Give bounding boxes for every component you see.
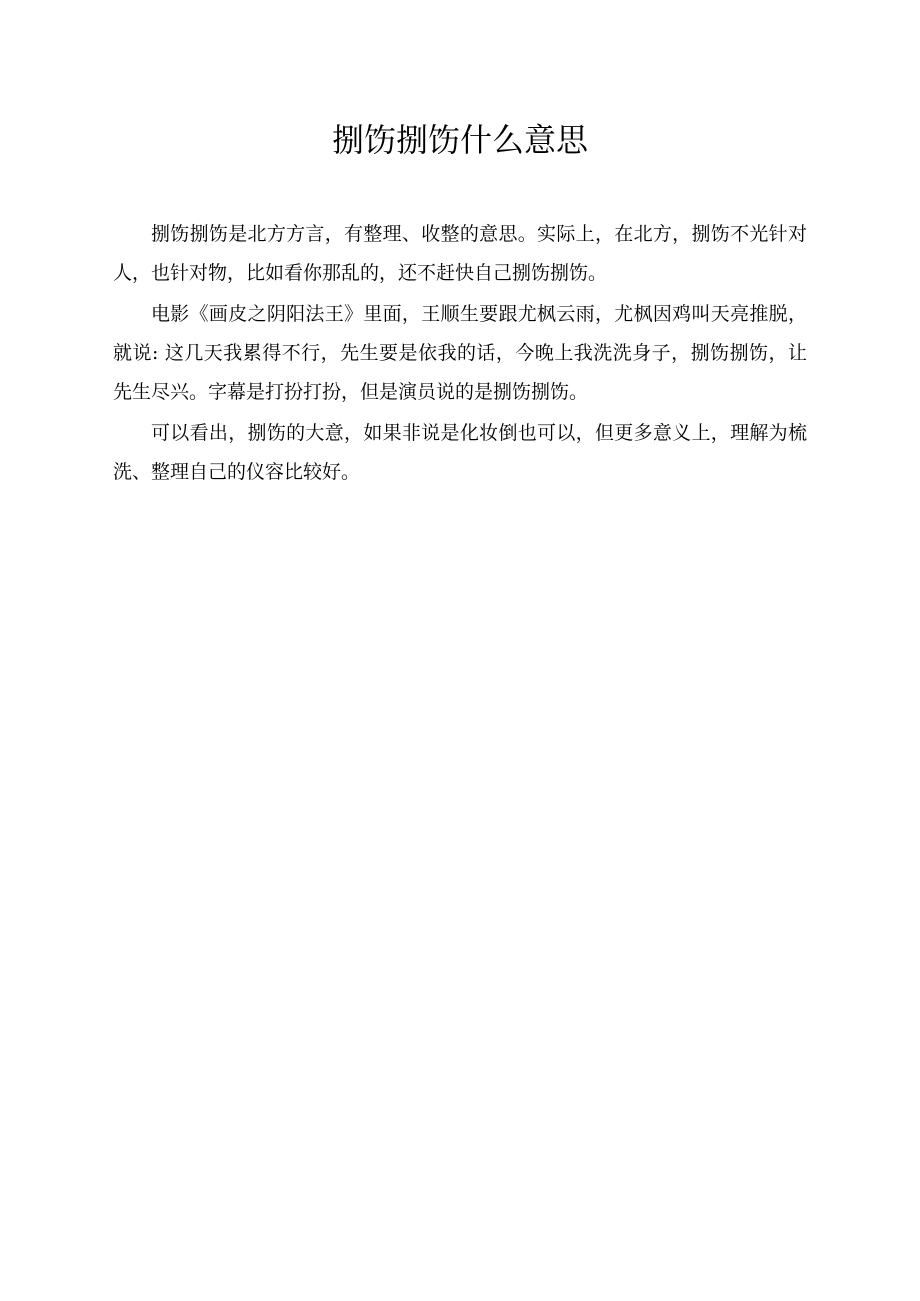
document-body <box>113 215 807 494</box>
paragraph-3: 可以看出，捌饬的大意，如果非说是化妆倒也可以，但更多意义上，理解为梳洗、整理自己的仪容比较好。 <box>113 422 807 483</box>
paragraph-1: 捌饬捌饬是北方方言，有整理、收整的意思。实际上，在北方，捌饬不光针对人，也针对物，比如看你那乱的，还不赶快自己捌饬捌饬。 <box>113 223 807 284</box>
document-title: 捌饬捌饬什么意思 <box>331 121 588 159</box>
paragraph-2: 电影《画皮之阴阳法王》里面，王顺生要跟尤枫云雨，尤枫因鸡叫天亮推脱，就说: 这几天我累得不行，先生要是依我的话，今晚上我洗洗身子，捌饬捌饬，让先生尽兴。字幕是打扮打扮，但是演员说的是捌饬捌饬。 <box>113 303 807 403</box>
